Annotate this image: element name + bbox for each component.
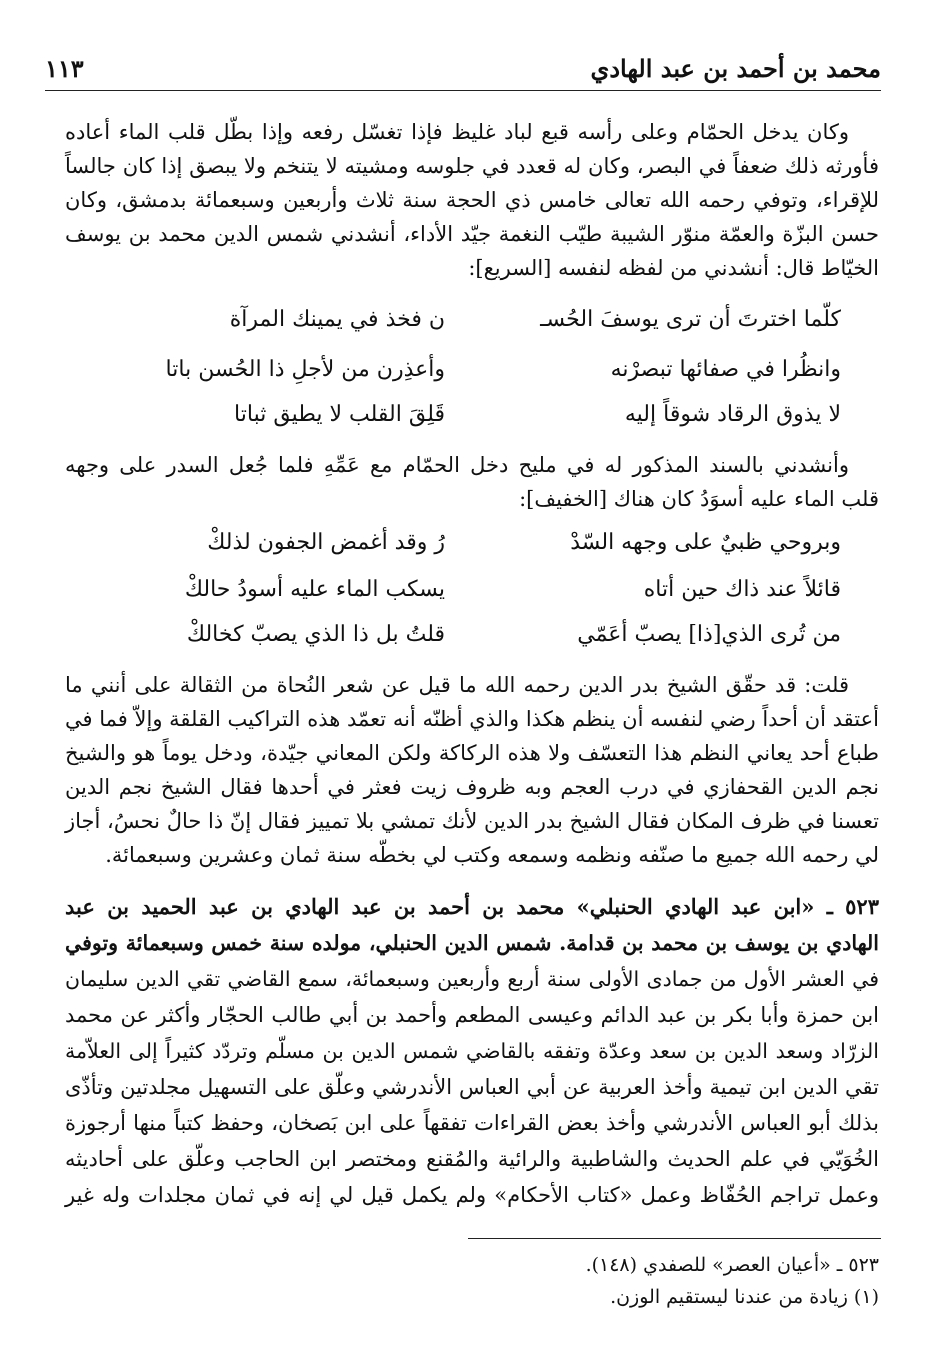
text-line: طباع أحد يعاني النظم هذا التعسّف ولا هذه الركاكة ولكن المعاني جيّدة، ودخل يوماً هو والشيخ [65, 741, 879, 765]
verse-second-hemistich: ن فخذ في يمينك المرآة [229, 307, 445, 332]
verse-first-hemistich: وانظُرا في صفائها تبصرْنه [610, 357, 841, 382]
verse-line [0, 523, 945, 563]
footnote: (١) زيادة من عندنا ليستقيم الوزن. [610, 1286, 879, 1308]
text-line: تعسنا في ظرف المكان فقال الشيخ بدر الدين لأنك تمشي بلا تمييز فقال إنّ ذا حالٌ نحسُ، أجاز [65, 809, 879, 833]
verse-second-hemistich: قلتُ بل ذا الذي يصبّ كخالكْ [186, 622, 445, 647]
verse-first-hemistich: كلّما اخترتَ أن ترى يوسفَ الحُسـ [540, 307, 841, 332]
verse-first-hemistich: قائلاً عند ذاك حين أتاه [643, 577, 841, 602]
text-line: الزرّاد وسعد الدين بن سعد وعدّة وتفقه بالقاضي شمس الدين بن مسلّم وتردّد كثيراً إلى العلاّمة [65, 1039, 879, 1063]
entry-heading-line: ٥٢٣ ـ «ابن عبد الهادي الحنبلي» محمد بن أحمد بن عبد الهادي بن عبد الحميد بن عبد [65, 894, 879, 919]
page-number: ١١٣ [45, 54, 84, 83]
entry-heading-line: الهادي بن يوسف بن محمد بن قدامة. شمس الدين الحنبلي، مولده سنة خمس وسبعمائة وتوفي [65, 931, 879, 955]
text-line: للإقراء، وتوفي رحمه الله تعالى خامس ذي الحجة سنة ثلاث وأربعين وسبعمائة بدمشق، وكان [65, 188, 879, 212]
text-line: لي رحمه الله جميع ما صنّفه ونظمه وسمعه وكتب لي بخطّه سنة ثمان وعشرين وسبعمائة. [105, 843, 879, 867]
verse-line [0, 615, 945, 655]
footnote-divider [468, 1238, 881, 1239]
running-title: محمد بن أحمد بن عبد الهادي [590, 54, 881, 83]
verse-second-hemistich: وأعذِرن من لأجلِ ذا الحُسن باتا [165, 357, 445, 382]
text-line: فأورثه ذلك ضعفاً في البصر، وكان له قعدد في جلوسه ومشيته لا يتنخم ولا يبصق إذا كان جالساً [65, 154, 879, 178]
text-line: ابن حمزة وأبا بكر بن عبد الدائم وعيسى المطعم وأحمد بن أبي طالب الحجّار وأكثر عن محمد [65, 1003, 879, 1027]
verse-first-hemistich: لا يذوق الرقاد شوقاً إليه [624, 402, 841, 427]
verse-second-hemistich: قَلِقَ القلب لا يطيق ثباتا [234, 402, 445, 427]
verse-line [0, 395, 945, 435]
text-line: حسن البزّة والعمّة منوّر الشيبة طيّب النغمة جيّد الأداء، أنشدني شمس الدين محمد بن يوسف [65, 222, 879, 246]
verse-line [0, 350, 945, 390]
verse-second-hemistich: رُ وقد أغمض الجفون لذلكْ [207, 530, 445, 555]
verse-first-hemistich: من تُرى الذي[ذا] يصبّ أعَمّي [577, 622, 841, 647]
page-header [45, 50, 881, 91]
text-line: قلب الماء عليه أسوَدُ كان هناك [الخفيف]: [519, 487, 879, 511]
text-line: قلت: قد حقّق الشيخ بدر الدين رحمه الله ما قيل عن شعر النُحاة من الثقالة على أنني ما [65, 673, 849, 697]
verse-line [0, 570, 945, 610]
footnote: ٥٢٣ ـ «أعيان العصر» للصفدي (١٤٨). [585, 1254, 879, 1276]
text-line: نجم الدين القحفازي في درب العجم وبه ظروف زيت فعثر في أحدها فقال الشيخ نجم الدين [65, 775, 879, 799]
text-line: وأنشدني بالسند المذكور له في مليح دخل الحمّام مع عَمِّهِ فلما جُعل السدر على وجهه [65, 453, 849, 477]
text-line: وكان يدخل الحمّام وعلى رأسه قبع لباد غليظ فإذا تغسّل رفعه وإذا بطّل قلب الماء أعاده [65, 120, 849, 144]
text-line: في العشر الأول من جمادى الأولى سنة أربع وأربعين وسبعمائة، سمع القاضي تقي الدين سليمان [65, 967, 879, 991]
verse-first-hemistich: وبروحي ظبيٌ على وجهه السّدْ [570, 530, 841, 555]
text-line: الخُوَيّي في علم الحديث والشاطبية والرائية والمُقنع ومختصر ابن الحاجب وعلّق على أحاديثه [65, 1147, 879, 1171]
text-line: أعتقد أن أحداً رضي لنفسه أن ينظم هكذا والذي أظنّه أنه تعمّد هذه التراكيب القلقة وإلاّ فما في [65, 707, 879, 731]
text-line: وعمل تراجم الحُفّاظ وعمل «كتاب الأحكام» ولم يكمل قيل لي إنه في ثمان مجلدات وله غير [65, 1183, 879, 1207]
text-line: بذلك أبو العباس الأندرشي وأخذ بعض القراءات تفقهاً على ابن بَصخان، وحفظ كتباً منها أرجوزة [65, 1111, 879, 1135]
text-line: الخيّاط قال: أنشدني من لفظه لنفسه [السريع]: [468, 256, 879, 280]
verse-second-hemistich: يسكب الماء عليه أسودُ حالكْ [184, 577, 445, 602]
text-line: تقي الدين ابن تيمية وأخذ العربية عن أبي العباس الأندرشي وعلّق على التسهيل مجلدتين وتأذّى [65, 1075, 879, 1099]
verse-line [0, 300, 945, 340]
